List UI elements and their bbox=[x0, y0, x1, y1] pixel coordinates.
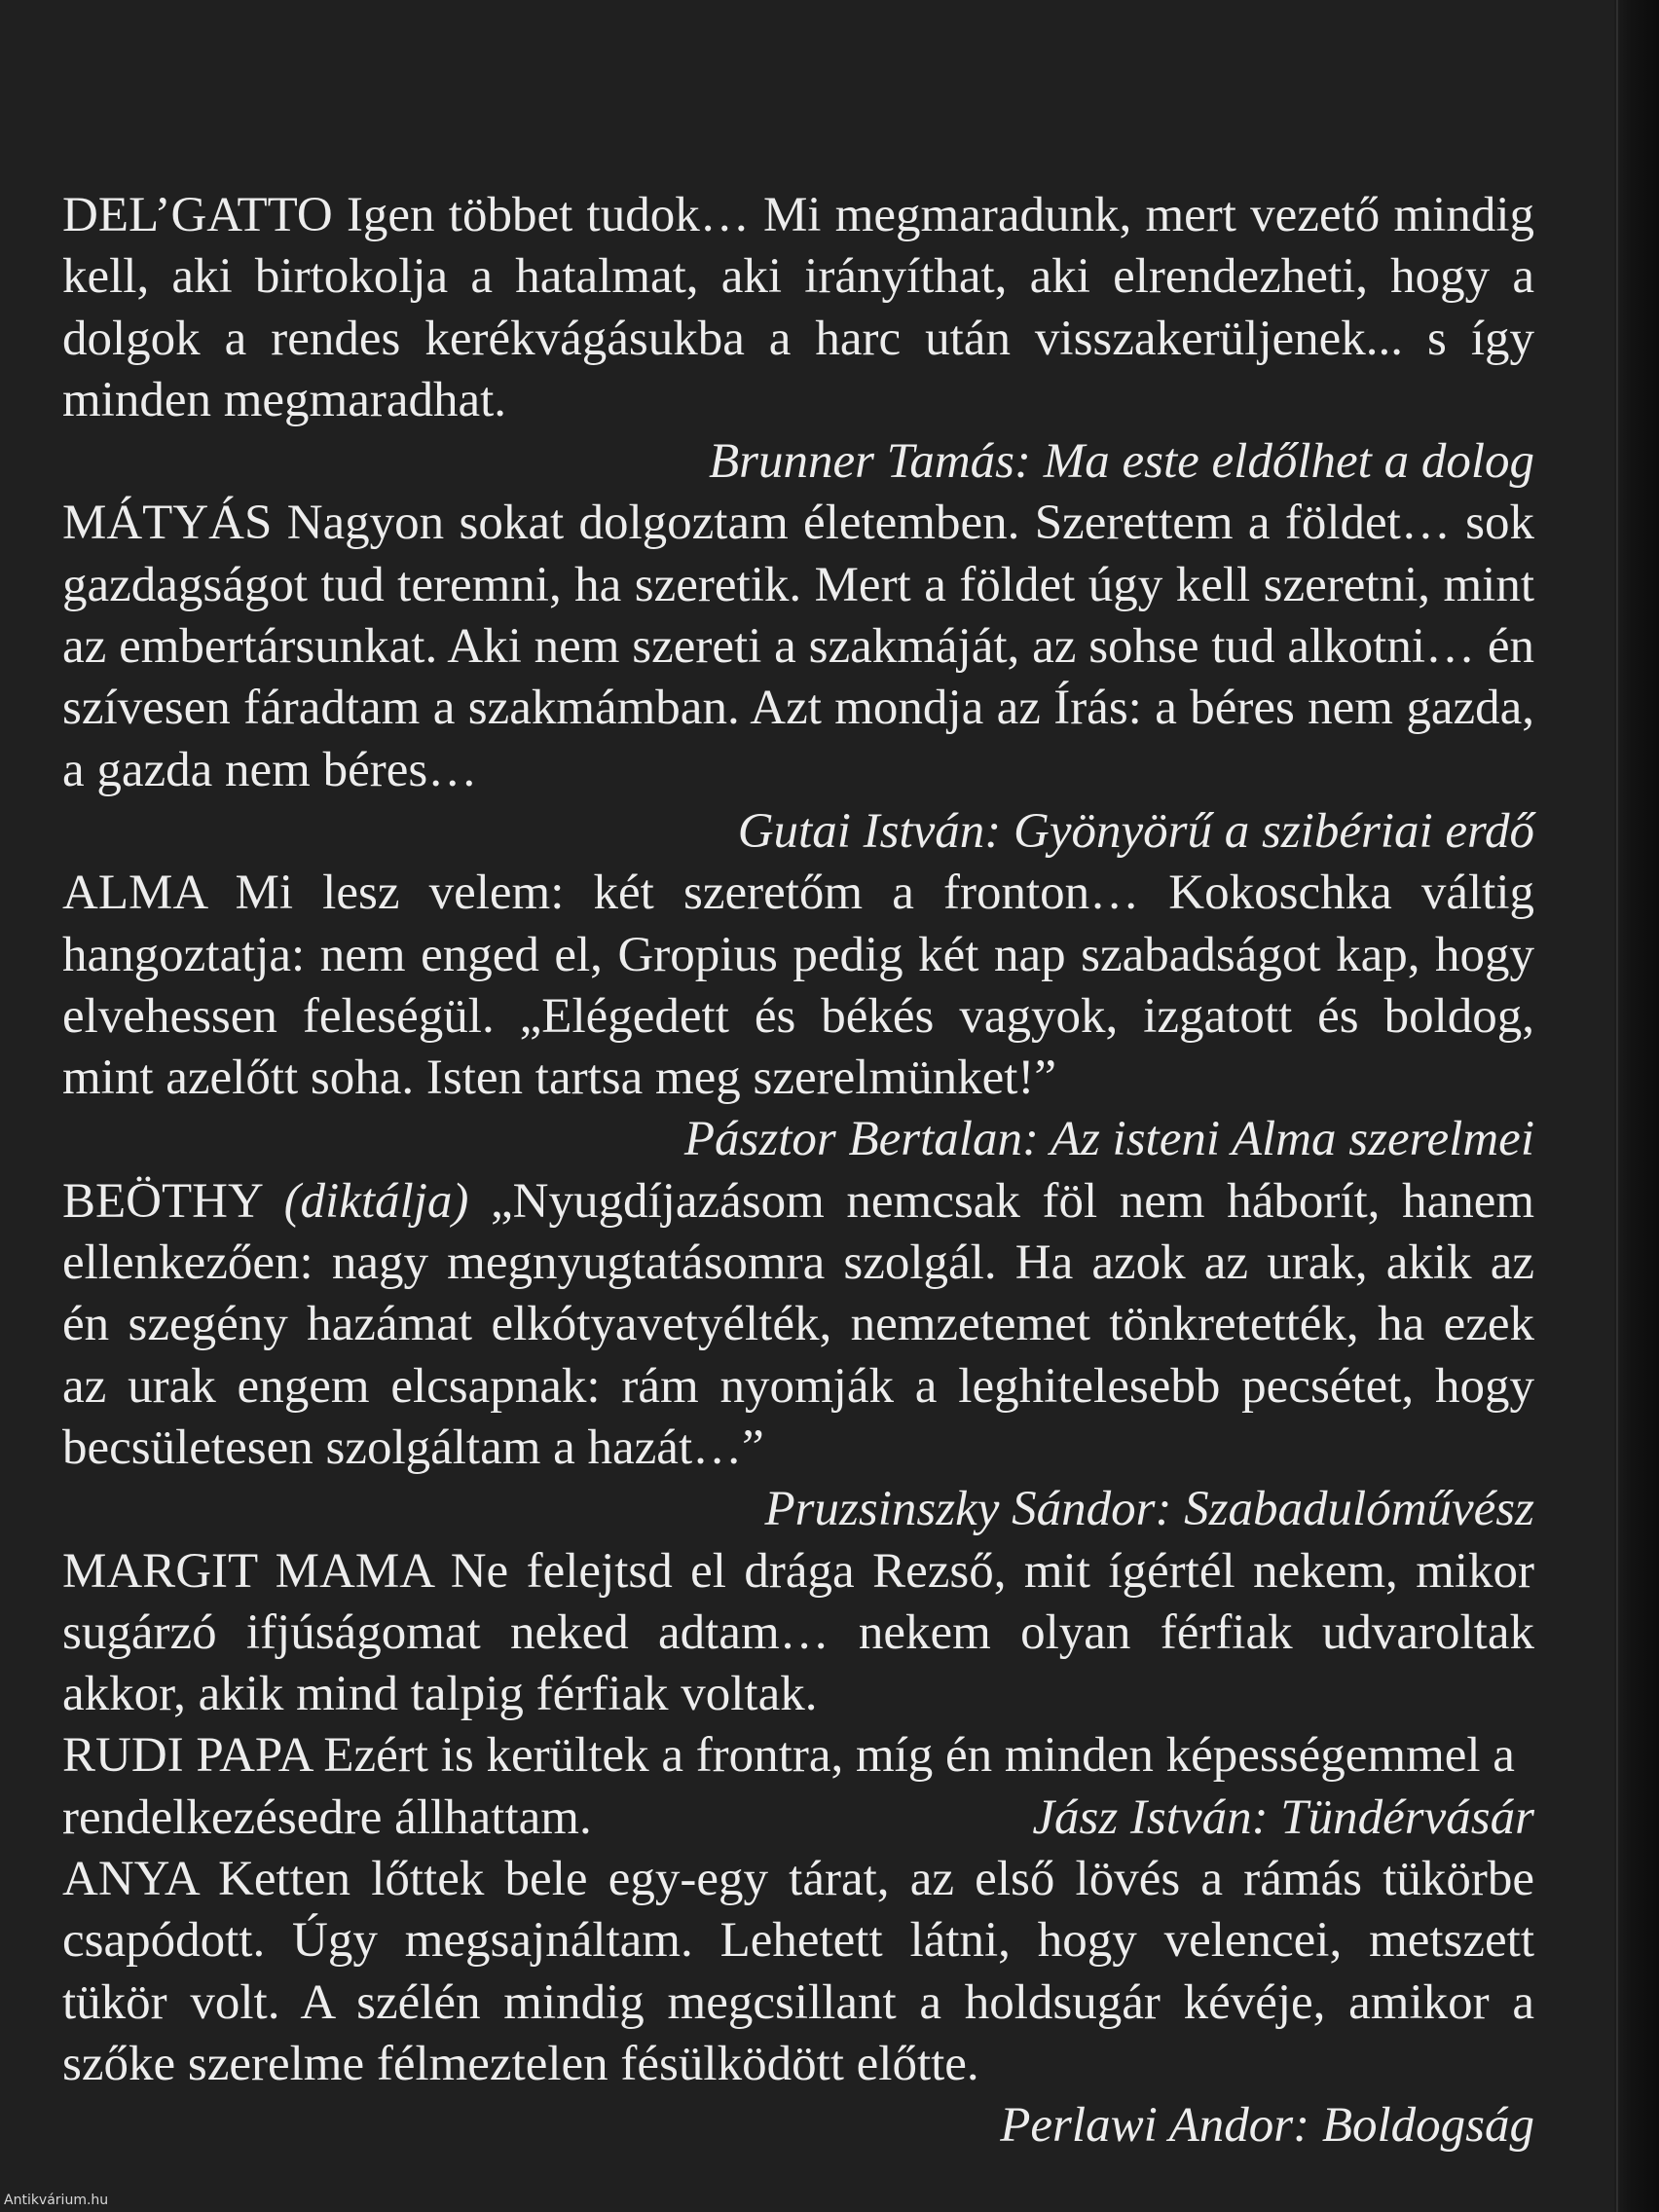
speaker-name: ANYA bbox=[62, 1852, 198, 1907]
speaker-name: ALMA bbox=[62, 866, 206, 921]
speaker-name: MARGIT MAMA bbox=[62, 1543, 433, 1599]
passage-text: Ne felejtsd el drága Rezső, mit ígértél nekem, mikor sugárzó ifjúságomat neked adtam… nekem olyan férfiak udvaroltak akkor, akik mind talpig férfiak voltak. bbox=[62, 1543, 1535, 1722]
passage-text: „Nyugdíjazásom nemcsak föl nem háborít, hanem ellenkezően: nagy megnyugtatásomra szolgál. Ha azok az urak, akik az én szegény hazámat elkótyavetyélték, nemzetemet tönkretették, ha ezek az urak engem elcsapnak: rám nyomják a leghitelesebb pecsétet, hogy becsületesen szolgáltam a hazát…” bbox=[62, 1173, 1535, 1475]
passage-source: Gutai István: Gyönyörű a szibériai erdő bbox=[737, 803, 1534, 859]
speaker-name: RUDI PAPA bbox=[62, 1728, 312, 1784]
quote-column bbox=[62, 185, 1534, 2157]
speaker-name: MÁTYÁS bbox=[62, 496, 273, 551]
passage-source: Pruzsinszky Sándor: Szabadulóművész bbox=[764, 1482, 1534, 1537]
passage-source: Pásztor Bertalan: Az isteni Alma szerelmei bbox=[683, 1112, 1534, 1167]
passage-text: Mi lesz velem: két szeretőm a fronton… Kokoschka váltig hangoztatja: nem enged el, Gropius pedig két nap szabadságot kap, hogy elvehessen feleségül. „Elégedett és békés vagyok, izgatott és boldog, mint azelőtt soha. Isten tartsa meg szerelmünket!” bbox=[62, 866, 1535, 1106]
passage-source: Brunner Tamás: Ma este eldőlhet a dolog bbox=[708, 434, 1534, 490]
passage-text: Igen többet tudok… Mi megmaradunk, mert vezető mindig kell, aki birtokolja a hatalmat, aki irányíthat, aki elrendezheti, hogy a dolgok a rendes kerékvágásukba a harc után visszakerüljenek... s így minden megmaradhat. bbox=[62, 188, 1535, 427]
passage-delgatto bbox=[62, 185, 1534, 431]
passage-source: Jász István: Tündérvásár bbox=[1032, 1789, 1534, 1845]
passage-text: Ketten lőttek bele egy-egy tárat, az első lövés a rámás tükörbe csapódott. Úgy megsajnáltam. Lehetett látni, hogy velencei, metszett tükör volt. A szélén mindig megcsillant a holdsugár kévéje, amikor a szőke szerelme félmeztelen fésülködött előtte. bbox=[62, 1852, 1534, 2091]
passage-source: Perlawi Andor: Boldogság bbox=[1000, 2098, 1534, 2154]
book-spine bbox=[1614, 0, 1659, 2212]
speaker-name: BEÖTHY bbox=[62, 1173, 262, 1229]
passage-text: Nagyon sokat dolgoztam életemben. Szerettem a földet… sok gazdagságot tud teremni, ha szeretik. Mert a földet úgy kell szeretni, mint az embertársunkat. Aki nem szereti a szakmáját, az sohse tud alkotni… én szívesen fáradtam a szakmámban. Azt mondja az Írás: a béres nem gazda, a gazda nem béres… bbox=[62, 496, 1535, 797]
watermark-text: Antikvárium.hu bbox=[4, 2193, 109, 2208]
passage-alma bbox=[62, 863, 1534, 1109]
passage-text: Ezért is kerültek a frontra, míg én minden képességemmel a rendelkezésedre állhattam. bbox=[62, 1728, 1515, 1845]
stage-direction: (diktálja) bbox=[283, 1173, 469, 1229]
passage-matyas bbox=[62, 493, 1534, 800]
spine-edge-line bbox=[1616, 0, 1618, 2212]
passage-rudi-papa bbox=[62, 1725, 1534, 1849]
passage-beothy bbox=[62, 1171, 1534, 1479]
passage-anya bbox=[62, 1849, 1534, 2095]
speaker-name: DEL’GATTO bbox=[62, 188, 333, 242]
passage-margit-mama bbox=[62, 1541, 1534, 1726]
